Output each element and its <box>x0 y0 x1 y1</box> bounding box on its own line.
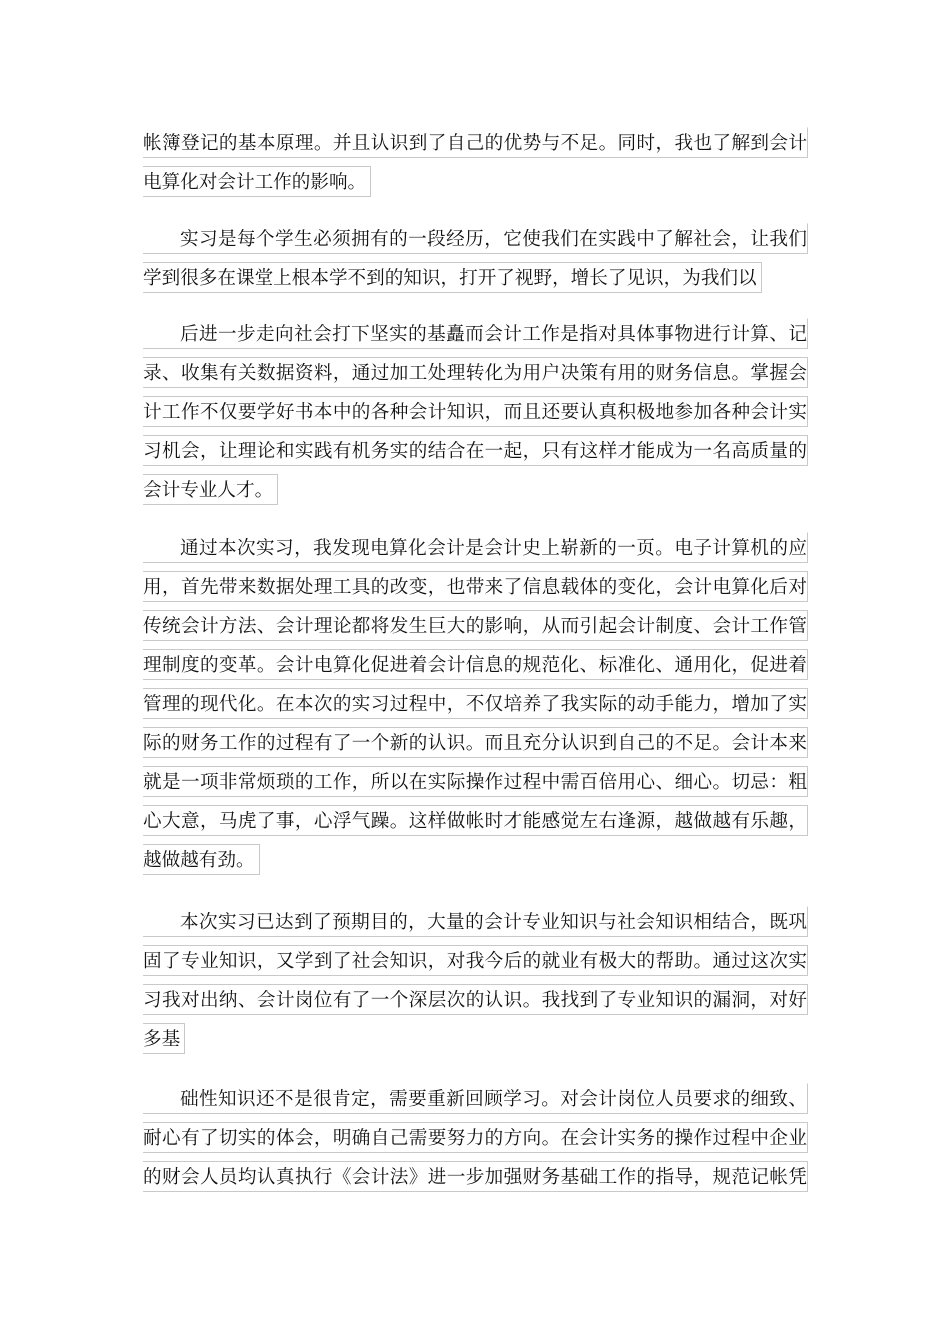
text-line: 学到很多在课堂上根本学不到的知识，打开了视野，增长了见识，为我们以 <box>143 262 762 293</box>
text-line: 就是一项非常烦琐的工作，所以在实际操作过程中需百倍用心、细心。切忌：粗 <box>143 766 808 797</box>
paragraph-2 <box>143 223 808 301</box>
text-line: 多基 <box>143 1023 185 1054</box>
text-line: 电算化对会计工作的影响。 <box>143 166 371 197</box>
text-line: 越做越有劲。 <box>143 844 260 875</box>
text-line: 本次实习已达到了预期目的，大量的会计专业知识与社会知识相结合，既巩 <box>143 906 808 937</box>
text-line: 习我对出纳、会计岗位有了一个深层次的认识。我找到了专业知识的漏洞，对好 <box>143 984 808 1015</box>
text-line: 习机会，让理论和实践有机务实的结合在一起，只有这样才能成为一名高质量的 <box>143 435 808 466</box>
text-line: 录、收集有关数据资料，通过加工处理转化为用户决策有用的财务信息。掌握会 <box>143 357 808 388</box>
text-line: 固了专业知识，又学到了社会知识，对我今后的就业有极大的帮助。通过这次实 <box>143 945 808 976</box>
text-line: 际的财务工作的过程有了一个新的认识。而且充分认识到自己的不足。会计本来 <box>143 727 808 758</box>
text-line: 础性知识还不是很肯定，需要重新回顾学习。对会计岗位人员要求的细致、 <box>143 1083 808 1114</box>
text-line: 耐心有了切实的体会，明确自己需要努力的方向。在会计实务的操作过程中企业 <box>143 1122 808 1153</box>
paragraph-5 <box>143 906 808 1062</box>
text-line: 帐簿登记的基本原理。并且认识到了自己的优势与不足。同时，我也了解到会计 <box>143 127 808 158</box>
text-line: 实习是每个学生必须拥有的一段经历，它使我们在实践中了解社会，让我们 <box>143 223 808 254</box>
text-line: 的财会人员均认真执行《会计法》进一步加强财务基础工作的指导，规范记帐凭 <box>143 1161 808 1192</box>
paragraph-6 <box>143 1083 808 1200</box>
text-line: 理制度的变革。会计电算化促进着会计信息的规范化、标准化、通用化，促进着 <box>143 649 808 680</box>
text-line: 会计专业人才。 <box>143 474 278 505</box>
paragraph-1 <box>143 127 808 205</box>
text-line: 管理的现代化。在本次的实习过程中，不仅培养了我实际的动手能力，增加了实 <box>143 688 808 719</box>
text-line: 通过本次实习，我发现电算化会计是会计史上崭新的一页。电子计算机的应 <box>143 532 808 563</box>
text-line: 计工作不仅要学好书本中的各种会计知识，而且还要认真积极地参加各种会计实 <box>143 396 808 427</box>
text-line: 后进一步走向社会打下坚实的基矗而会计工作是指对具体事物进行计算、记 <box>143 318 808 349</box>
text-line: 传统会计方法、会计理论都将发生巨大的影响，从而引起会计制度、会计工作管 <box>143 610 808 641</box>
paragraph-4 <box>143 532 808 883</box>
paragraph-3 <box>143 318 808 513</box>
text-line: 心大意，马虎了事，心浮气躁。这样做帐时才能感觉左右逢源，越做越有乐趣， <box>143 805 808 836</box>
text-line: 用，首先带来数据处理工具的改变，也带来了信息载体的变化，会计电算化后对 <box>143 571 808 602</box>
